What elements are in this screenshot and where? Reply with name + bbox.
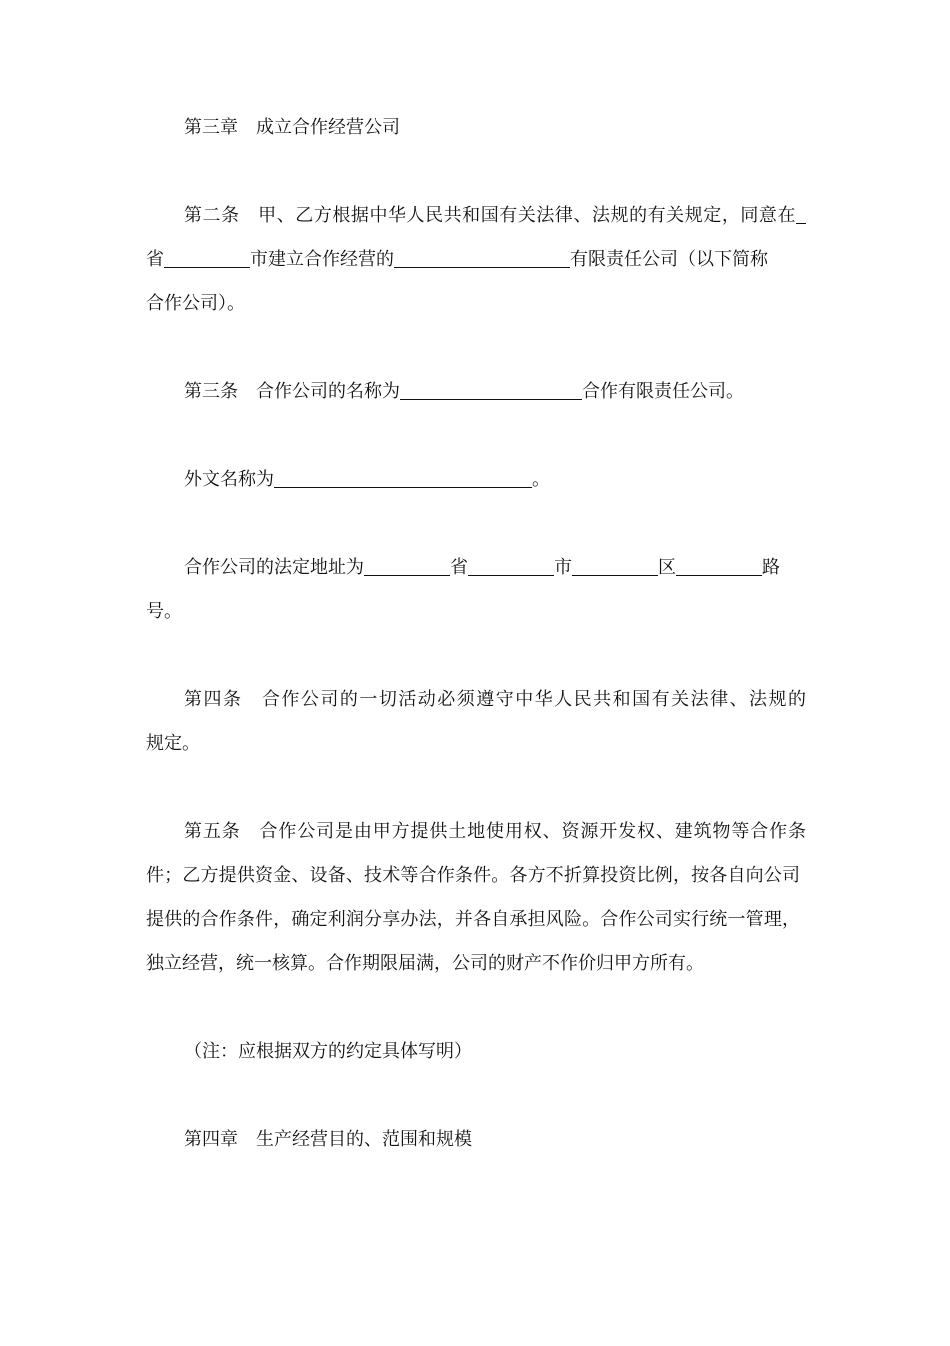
text-segment: 市: [554, 557, 572, 578]
article-number: 第五条: [184, 821, 241, 842]
province-blank[interactable]: [164, 249, 250, 268]
text-segment: 有限责任公司（以下简称: [570, 249, 768, 270]
article-5-line-3: 提供的合作条件，确定利润分享办法，并各自承担风险。合作公司实行统一管理，: [146, 909, 800, 930]
address-line: [184, 556, 844, 580]
article-text: 甲、乙方根据中华人民共和国有关法律、法规的有关规定，同意在: [257, 205, 797, 226]
road-blank[interactable]: [676, 557, 762, 576]
fill-blank[interactable]: [796, 205, 806, 224]
article-number: 第四条: [184, 689, 243, 710]
article-number: 第二条: [184, 205, 240, 226]
text-segment: 。: [532, 469, 550, 490]
text-segment: 市建立合作经营的: [250, 249, 394, 270]
text-segment: 合作有限责任公司。: [582, 381, 744, 402]
article-5-line-1: [184, 820, 806, 844]
article-number: 第三条: [184, 381, 238, 402]
article-text: 合作公司是由甲方提供土地使用权、资源开发权、建筑物等合作条: [258, 821, 806, 842]
text-segment: 区: [658, 557, 676, 578]
article-3-line-1: [184, 380, 844, 404]
chapter-number: 第四章: [184, 1129, 238, 1150]
foreign-name-blank[interactable]: [274, 469, 532, 488]
article-2-line-2: [146, 248, 806, 272]
article-4-line-2: 规定。: [146, 733, 200, 754]
foreign-name-line: [184, 468, 844, 492]
article-5-line-4: 独立经营，统一核算。合作期限届满，公司的财产不作价归甲方所有。: [146, 953, 704, 974]
chapter-title: 成立合作经营公司: [256, 117, 400, 138]
address-line-2: 号。: [146, 601, 182, 622]
chapter-4-heading: [184, 1128, 844, 1152]
article-text: 合作公司的一切活动必须遵守中华人民共和国有关法律、法规的: [260, 689, 806, 710]
company-name-blank[interactable]: [400, 381, 582, 400]
chapter-number: 第三章: [184, 117, 238, 138]
text-segment: 省: [450, 557, 468, 578]
text-segment: 路: [762, 557, 780, 578]
text-segment: 外文名称为: [184, 469, 274, 490]
district-blank[interactable]: [572, 557, 658, 576]
article-2-line-1: [184, 204, 806, 228]
text-segment: 合作公司的法定地址为: [184, 557, 364, 578]
article-2-line-3: 合作公司）。: [146, 293, 245, 314]
text-segment: 省: [146, 249, 164, 270]
city-blank[interactable]: [468, 557, 554, 576]
article-4-line-1: [184, 688, 806, 712]
note-line: （注：应根据双方的约定具体写明）: [184, 1041, 472, 1062]
text-segment: 合作公司的名称为: [256, 381, 400, 402]
article-5-line-2: 件；乙方提供资金、设备、技术等合作条件。各方不折算投资比例，按各自向公司: [146, 865, 800, 886]
chapter-title: 生产经营目的、范围和规模: [256, 1129, 472, 1150]
company-name-blank[interactable]: [394, 249, 570, 268]
chapter-3-heading: [184, 116, 844, 140]
province-blank[interactable]: [364, 557, 450, 576]
